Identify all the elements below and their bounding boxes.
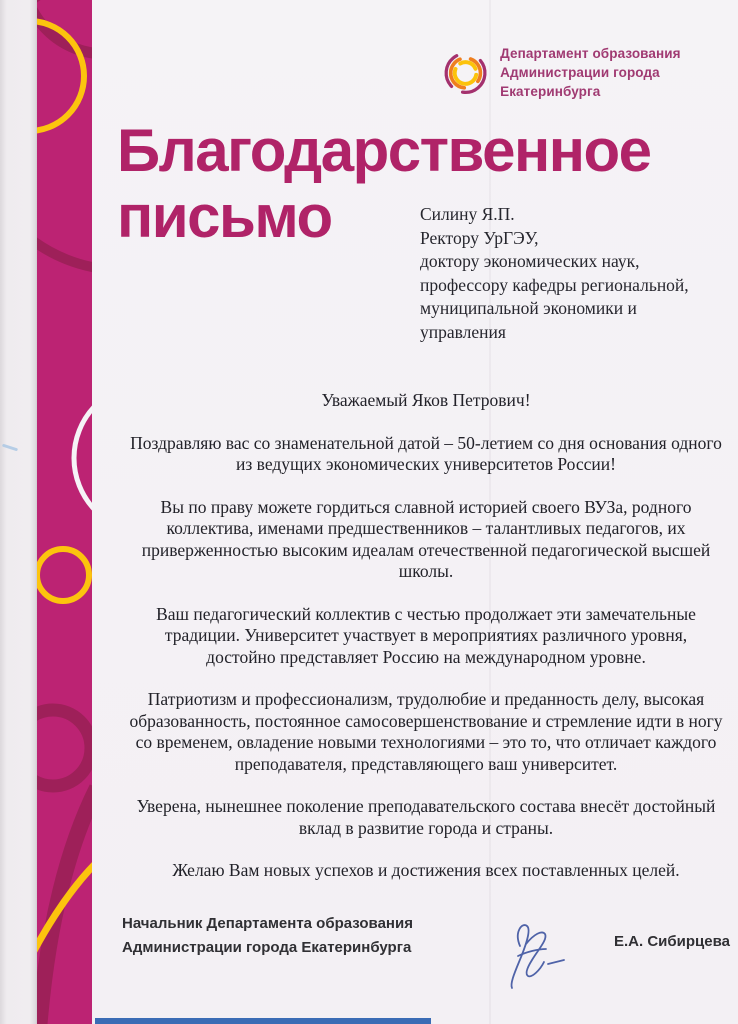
- paragraph-qualities: Патриотизм и профессионализм, трудолюбие и преданность делу, высокая образованность, постоянное самосовершенствование и стремление идти в ногу со временем, овладение новыми технологиями – это то, что отличает каждого преподавателя, представляющего ваш университет.: [129, 689, 723, 774]
- org-name-line2: Администрации города Екатеринбурга: [500, 65, 660, 99]
- org-name: [500, 44, 738, 101]
- salutation: Уважаемый Яков Петрович!: [321, 390, 531, 410]
- addressee-position: Ректору УрГЭУ,: [420, 227, 539, 248]
- letter-body: [128, 390, 724, 903]
- addressee-chair-line1: профессору кафедры региональной,: [420, 274, 689, 295]
- handwritten-signature-icon: [496, 916, 576, 994]
- page-title-line2: письмо: [117, 183, 332, 250]
- department-rings-logo-icon: [443, 48, 488, 98]
- addressee-chair-line3: управления: [420, 321, 506, 342]
- scan-left-margin: [0, 0, 37, 1024]
- paragraph-traditions: Ваш педагогический коллектив с честью продолжает эти замечательные традиции. Университет участвует в мероприятиях различного уровня, достойно представляет Россию на международном уровне.: [156, 603, 696, 667]
- addressee-chair-line2: муниципальной экономики и: [420, 298, 637, 318]
- addressee-block: [420, 203, 689, 344]
- signer-title: [122, 912, 413, 960]
- addressee-degree: доктору экономических наук,: [420, 251, 640, 271]
- paragraph-confidence: Уверена, нынешнее поколение преподавательского состава внесёт достойный вклад в развитие города и страны.: [136, 796, 716, 838]
- paragraph-congratulation: Поздравляю вас со знаменательной датой – 50-летием со дня основания одного из ведущих экономических университетов России!: [130, 432, 722, 474]
- decorative-left-band: [37, 0, 92, 1024]
- header-org-block: [443, 44, 738, 101]
- signer-title-line1: Начальник Департамента образования: [122, 915, 413, 932]
- scan-bottom-blue-strip: [95, 1018, 431, 1024]
- page-title-line1: Благодарственное: [117, 117, 651, 184]
- signer-name: Е.А. Сибирцева: [614, 933, 730, 950]
- band-circles-art-icon: [37, 0, 92, 1024]
- paragraph-history: Вы по праву можете гордиться славной историей своего ВУЗа, родного коллектива, именами предшественников – талантливых педагогов, их приверженностью высоким идеалам отечественной педагогической высшей школы.: [141, 496, 711, 581]
- paragraph-wishes: Желаю Вам новых успехов и достижения всех поставленных целей.: [172, 860, 680, 880]
- signer-title-line2: Администрации города Екатеринбурга: [122, 939, 412, 956]
- org-name-line1: Департамент образования: [500, 46, 681, 61]
- addressee-name: Силину Я.П.: [420, 204, 515, 224]
